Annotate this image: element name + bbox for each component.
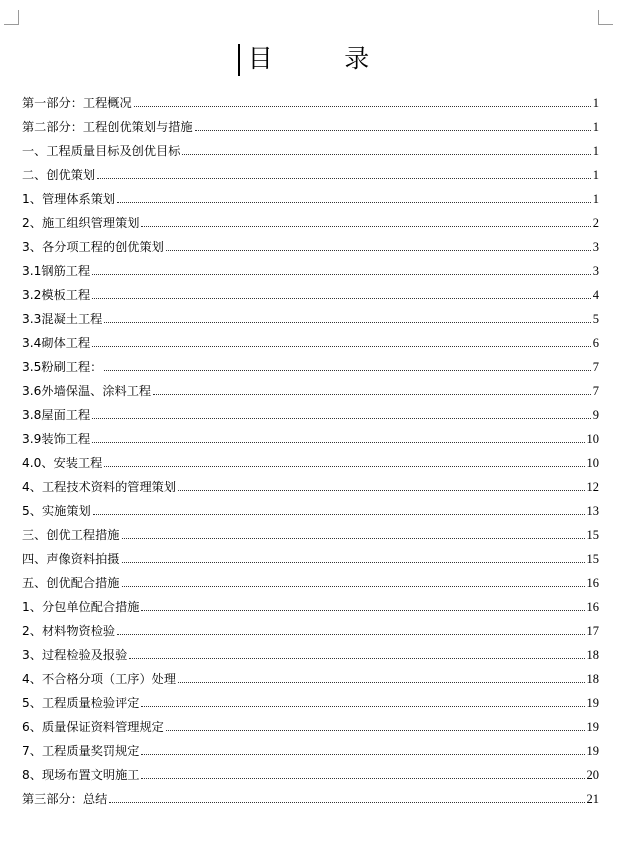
- toc-dot-leader: [117, 633, 584, 635]
- toc-entry[interactable]: [22, 591, 599, 615]
- toc-entry[interactable]: [22, 759, 599, 783]
- toc-entry-page-number: 1: [592, 96, 599, 110]
- toc-entry[interactable]: [22, 615, 599, 639]
- toc-entry-page-number: 3: [592, 240, 599, 254]
- toc-entry-page-number: 15: [586, 528, 599, 542]
- toc-entry[interactable]: [22, 327, 599, 351]
- toc-entry[interactable]: [22, 375, 599, 399]
- toc-dot-leader: [129, 657, 584, 659]
- toc-entry-label: 5、工程质量检验评定: [22, 696, 140, 710]
- toc-entry-page-number: 17: [586, 624, 599, 638]
- toc-entry-page-number: 20: [586, 768, 599, 782]
- toc-dot-leader: [141, 225, 590, 227]
- toc-entry-page-number: 10: [586, 456, 599, 470]
- toc-entry[interactable]: [22, 783, 599, 807]
- toc-entry-page-number: 13: [586, 504, 599, 518]
- toc-entry[interactable]: [22, 423, 599, 447]
- toc-entry[interactable]: [22, 303, 599, 327]
- toc-entry-page-number: 16: [586, 600, 599, 614]
- toc-entry-label: 3、过程检验及报验: [22, 648, 128, 662]
- toc-entry-page-number: 10: [586, 432, 599, 446]
- toc-dot-leader: [117, 201, 591, 203]
- toc-dot-leader: [153, 393, 591, 395]
- toc-entry-label: 8、现场布置文明施工: [22, 768, 140, 782]
- toc-entry-label: 四、声像资料拍摄: [22, 552, 120, 566]
- toc-entry-page-number: 5: [592, 312, 599, 326]
- toc-entry[interactable]: [22, 687, 599, 711]
- toc-dot-leader: [141, 777, 584, 779]
- toc-entry-page-number: 12: [586, 480, 599, 494]
- toc-entry-page-number: 1: [592, 192, 599, 206]
- toc-dot-leader: [92, 417, 591, 419]
- toc-dot-leader: [141, 753, 584, 755]
- toc-entry[interactable]: [22, 279, 599, 303]
- toc-dot-leader: [93, 513, 585, 515]
- toc-entry[interactable]: [22, 183, 599, 207]
- toc-dot-leader: [122, 585, 585, 587]
- toc-entry[interactable]: [22, 495, 599, 519]
- toc-entry[interactable]: [22, 87, 599, 111]
- toc-entry-page-number: 21: [586, 792, 599, 806]
- toc-entry-label: 3.6外墙保温、涂料工程: [22, 384, 152, 398]
- toc-entry-label: 4.0、安装工程: [22, 456, 103, 470]
- toc-dot-leader: [109, 801, 584, 803]
- toc-entry[interactable]: [22, 543, 599, 567]
- toc-dot-leader: [178, 681, 584, 683]
- page-title: 目 录: [247, 44, 370, 73]
- toc-entry-label: 1、分包单位配合措施: [22, 600, 140, 614]
- toc-entry-page-number: 3: [592, 264, 599, 278]
- toc-entry[interactable]: [22, 231, 599, 255]
- toc-entry-label: 五、创优配合措施: [22, 576, 120, 590]
- toc-entry-page-number: 9: [592, 408, 599, 422]
- toc-entry[interactable]: [22, 567, 599, 591]
- toc-entry-label: 3.3混凝土工程: [22, 312, 103, 326]
- toc-entry-label: 第二部分：工程创优策划与措施: [22, 120, 193, 134]
- toc-entry-label: 3.1钢筋工程: [22, 264, 91, 278]
- toc-entry-page-number: 18: [586, 648, 599, 662]
- toc-entry[interactable]: [22, 711, 599, 735]
- toc-entry-label: 2、材料物资检验: [22, 624, 116, 638]
- toc-entry[interactable]: [22, 255, 599, 279]
- toc-dot-leader: [195, 129, 591, 131]
- toc-entry-page-number: 1: [592, 144, 599, 158]
- toc-entry[interactable]: [22, 351, 599, 375]
- toc-entry-label: 3.5粉刷工程：: [22, 360, 103, 374]
- page-corner-mark-top-left: [4, 10, 19, 25]
- toc-entry-page-number: 7: [592, 360, 599, 374]
- toc-entry[interactable]: [22, 207, 599, 231]
- toc-entry-page-number: 19: [586, 744, 599, 758]
- toc-entry-label: 2、施工组织管理策划: [22, 216, 140, 230]
- toc-dot-leader: [104, 465, 584, 467]
- toc-entry-label: 7、工程质量奖罚规定: [22, 744, 140, 758]
- toc-entry-label: 一、工程质量目标及创优目标: [22, 144, 181, 158]
- toc-dot-leader: [141, 609, 584, 611]
- toc-entry-page-number: 16: [586, 576, 599, 590]
- toc-entry-label: 3.9装饰工程: [22, 432, 91, 446]
- table-of-contents: [22, 87, 599, 807]
- toc-dot-leader: [104, 369, 590, 371]
- toc-entry-label: 三、创优工程措施: [22, 528, 120, 542]
- toc-entry-label: 3.2模板工程: [22, 288, 91, 302]
- toc-entry[interactable]: [22, 735, 599, 759]
- toc-entry-label: 4、不合格分项（工序）处理: [22, 672, 177, 686]
- toc-entry-label: 5、实施策划: [22, 504, 91, 518]
- toc-dot-leader: [92, 273, 591, 275]
- toc-entry-label: 3、各分项工程的创优策划: [22, 240, 164, 254]
- toc-dot-leader: [92, 297, 591, 299]
- toc-dot-leader: [122, 537, 585, 539]
- toc-entry-page-number: 15: [586, 552, 599, 566]
- toc-entry-label: 第一部分：工程概况: [22, 96, 132, 110]
- toc-dot-leader: [166, 729, 585, 731]
- toc-entry-page-number: 2: [592, 216, 599, 230]
- toc-entry-label: 二、创优策划: [22, 168, 96, 182]
- toc-entry-label: 第三部分：总结: [22, 792, 108, 806]
- toc-entry[interactable]: [22, 159, 599, 183]
- toc-entry[interactable]: [22, 447, 599, 471]
- toc-dot-leader: [122, 561, 585, 563]
- toc-dot-leader: [178, 489, 584, 491]
- toc-entry-page-number: 19: [586, 696, 599, 710]
- toc-dot-leader: [166, 249, 591, 251]
- toc-dot-leader: [141, 705, 584, 707]
- toc-entry-label: 4、工程技术资料的管理策划: [22, 480, 177, 494]
- toc-entry-page-number: 1: [592, 168, 599, 182]
- toc-entry[interactable]: [22, 471, 599, 495]
- toc-entry-page-number: 19: [586, 720, 599, 734]
- toc-dot-leader: [92, 345, 591, 347]
- toc-dot-leader: [104, 321, 590, 323]
- toc-entry-label: 6、质量保证资料管理规定: [22, 720, 164, 734]
- toc-dot-leader: [92, 441, 584, 443]
- toc-dot-leader: [182, 153, 590, 155]
- toc-dot-leader: [134, 105, 591, 107]
- toc-entry-page-number: 18: [586, 672, 599, 686]
- toc-entry-page-number: 4: [592, 288, 599, 302]
- toc-entry[interactable]: [22, 135, 599, 159]
- toc-entry[interactable]: [22, 639, 599, 663]
- page-corner-mark-top-right: [598, 10, 613, 25]
- toc-entry[interactable]: [22, 399, 599, 423]
- toc-dot-leader: [97, 177, 591, 179]
- toc-entry[interactable]: [22, 111, 599, 135]
- toc-entry-label: 3.8屋面工程: [22, 408, 91, 422]
- toc-entry[interactable]: [22, 519, 599, 543]
- toc-entry-label: 3.4砌体工程: [22, 336, 91, 350]
- toc-entry-page-number: 1: [592, 120, 599, 134]
- toc-entry-page-number: 7: [592, 384, 599, 398]
- toc-entry[interactable]: [22, 663, 599, 687]
- toc-entry-page-number: 6: [592, 336, 599, 350]
- toc-entry-label: 1、管理体系策划: [22, 192, 116, 206]
